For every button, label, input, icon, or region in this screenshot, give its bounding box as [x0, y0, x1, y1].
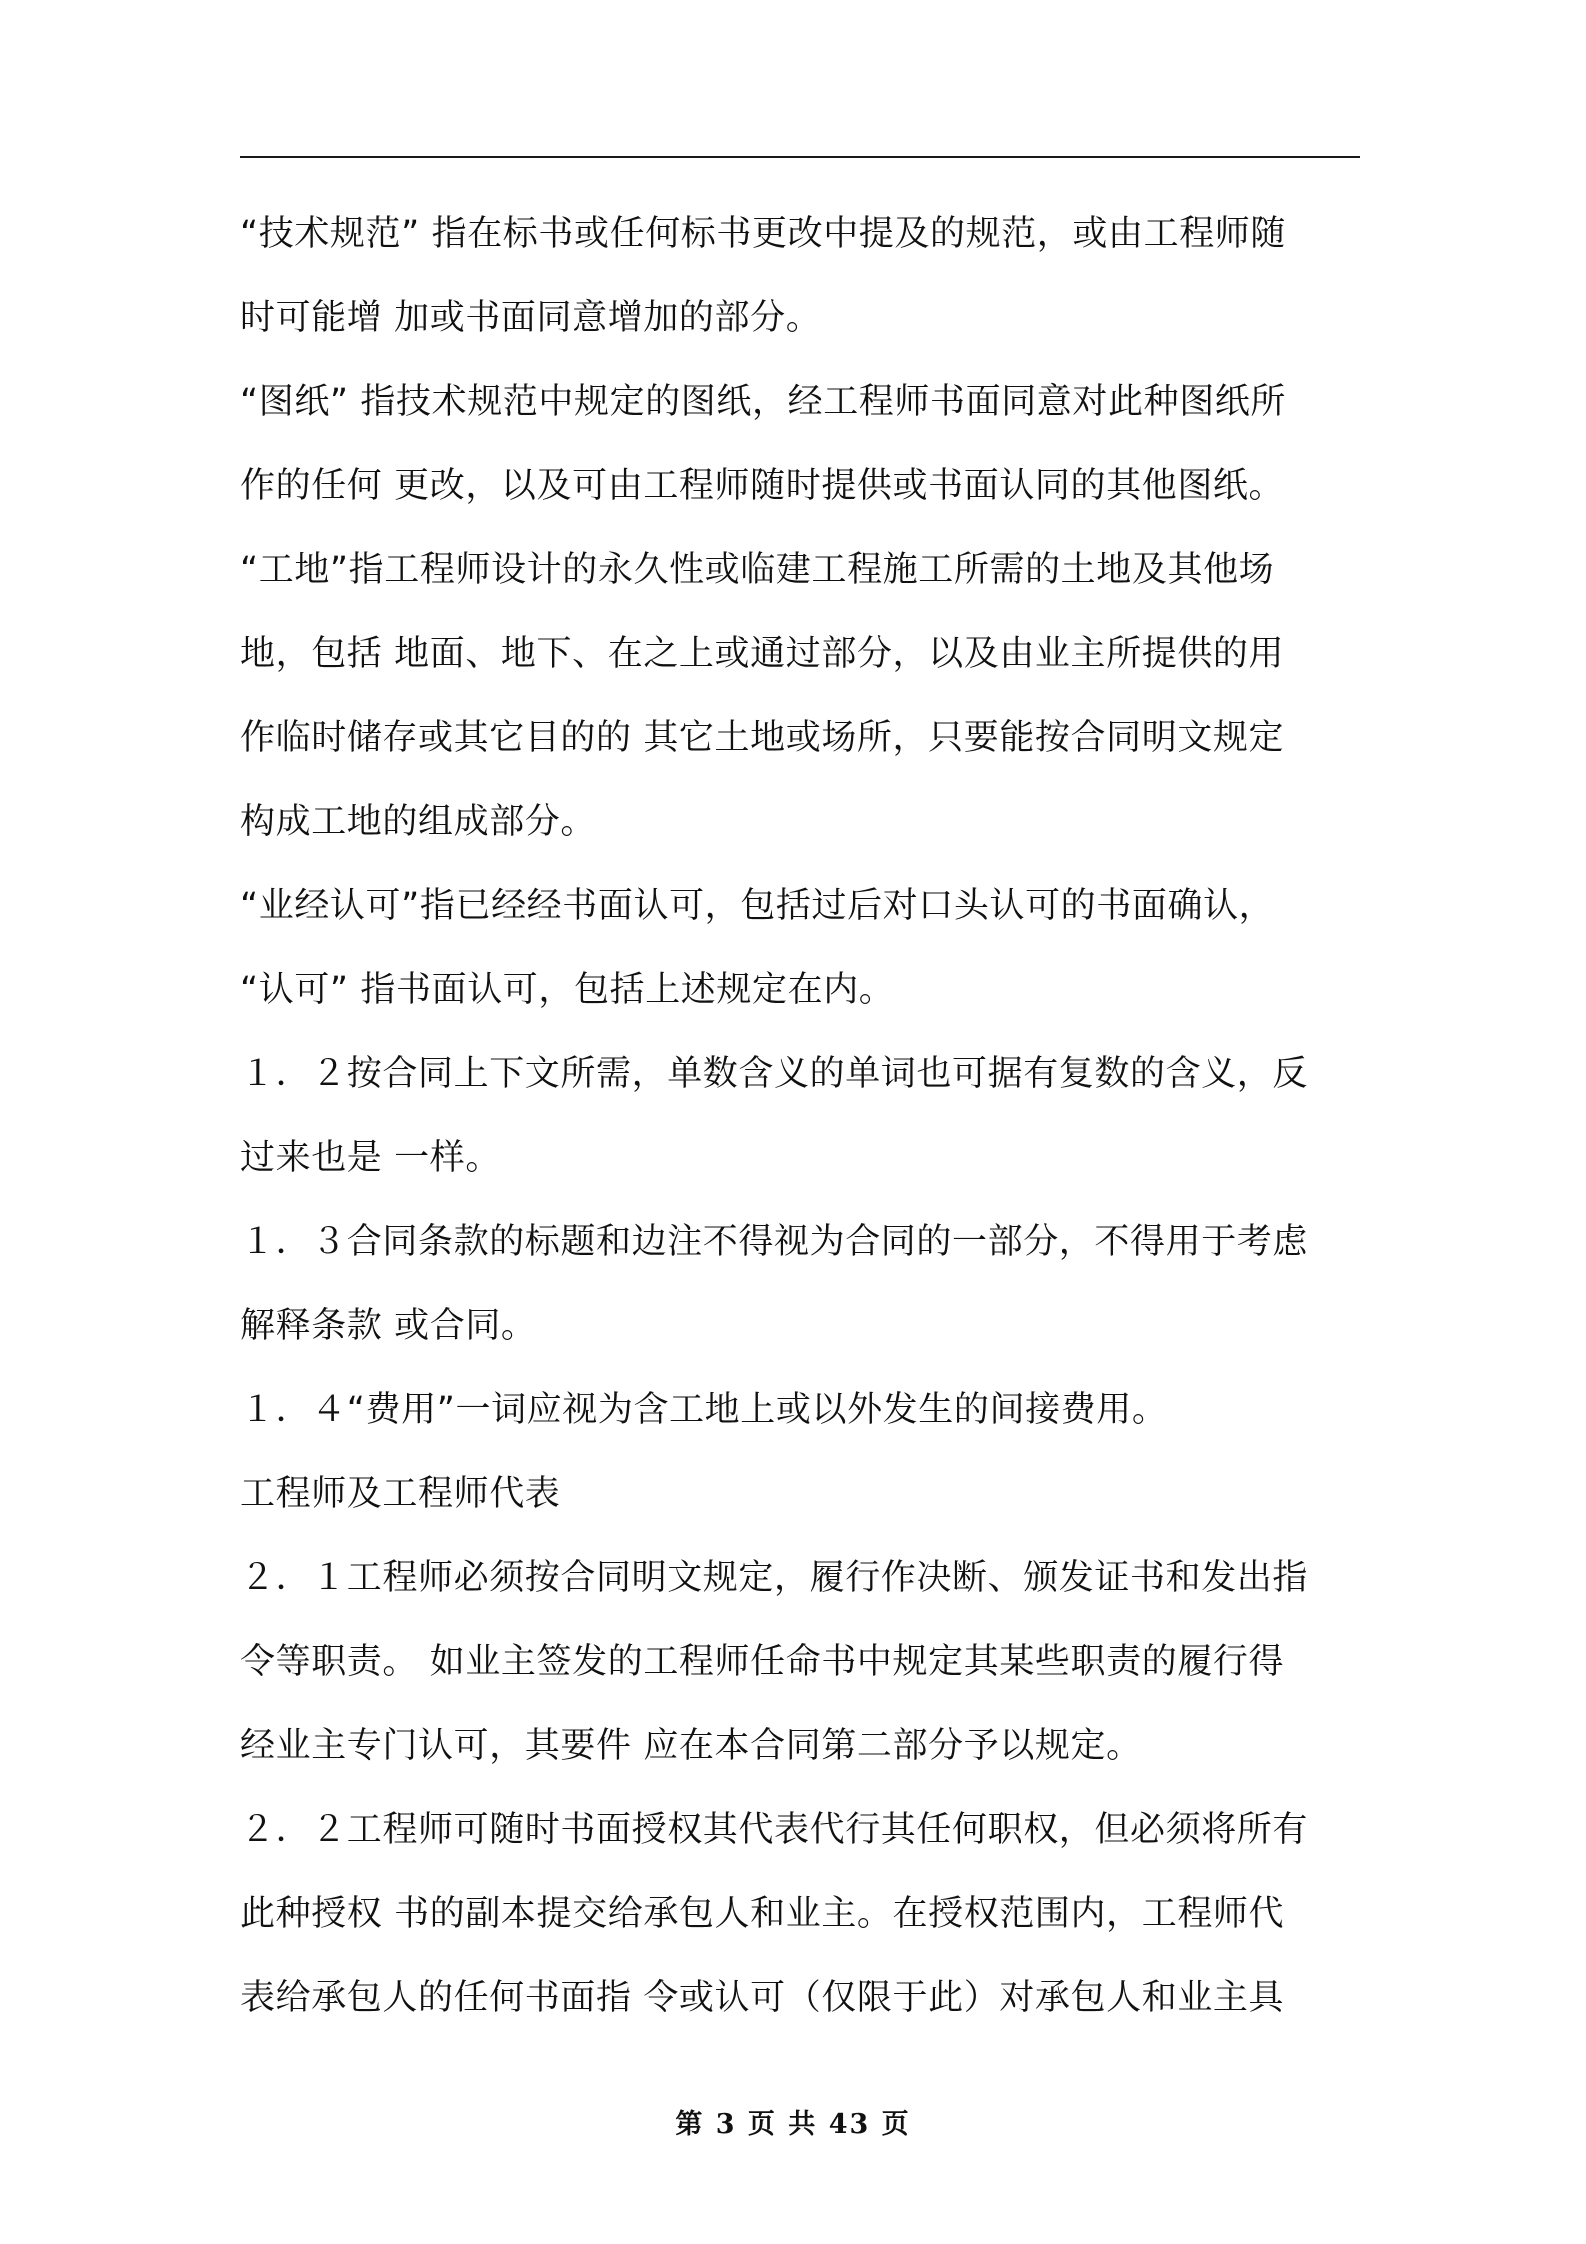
- text-line: 表给承包人的任何书面指 令或认可（仅限于此）对承包人和业主具: [240, 1978, 1285, 2018]
- text-line: 作的任何 更改，以及可由工程师随时提供或书面认同的其他图纸。: [240, 466, 1285, 506]
- text-line: 作临时储存或其它目的的 其它土地或场所，只要能按合同明文规定: [240, 718, 1285, 758]
- text-line: “业经认可”指已经经书面认可，包括过后对口头认可的书面确认，: [240, 886, 1275, 926]
- text-line: １．４“费用”一词应视为含工地上或以外发生的间接费用。: [240, 1390, 1168, 1430]
- page-number-footer: 第 3 页 共 43 页: [675, 2109, 911, 2140]
- text-line: 此种授权 书的副本提交给承包人和业主。在授权范围内，工程师代: [240, 1894, 1285, 1934]
- text-line: 地，包括 地面、地下、在之上或通过部分，以及由业主所提供的用: [240, 634, 1285, 674]
- text-line: 解释条款 或合同。: [240, 1306, 537, 1346]
- section-heading: 工程师及工程师代表: [240, 1474, 561, 1514]
- text-line: “工地”指工程师设计的永久性或临建工程施工所需的土地及其他场: [240, 550, 1275, 590]
- text-line: 构成工地的组成部分。: [240, 802, 597, 842]
- text-line: ２．２工程师可随时书面授权其代表代行其任何职权，但必须将所有: [240, 1810, 1309, 1850]
- text-line: １．２按合同上下文所需，单数含义的单词也可据有复数的含义，反: [240, 1054, 1309, 1094]
- text-line: “技术规范” 指在标书或任何标书更改中提及的规范，或由工程师随: [240, 214, 1286, 254]
- text-line: 经业主专门认可，其要件 应在本合同第二部分予以规定。: [240, 1726, 1142, 1766]
- text-line: 时可能增 加或书面同意增加的部分。: [240, 298, 822, 338]
- text-line: “认可” 指书面认可，包括上述规定在内。: [240, 970, 895, 1010]
- text-line: 过来也是 一样。: [240, 1138, 501, 1178]
- text-line: ２．１工程师必须按合同明文规定，履行作决断、颁发证书和发出指: [240, 1558, 1309, 1598]
- text-line: 令等职责。 如业主签发的工程师任命书中规定其某些职责的履行得: [240, 1642, 1285, 1682]
- text-line: “图纸” 指技术规范中规定的图纸，经工程师书面同意对此种图纸所: [240, 382, 1286, 422]
- header-rule: [240, 156, 1360, 158]
- text-line: １．３合同条款的标题和边注不得视为合同的一部分，不得用于考虑: [240, 1222, 1309, 1262]
- document-body: [240, 192, 1360, 2040]
